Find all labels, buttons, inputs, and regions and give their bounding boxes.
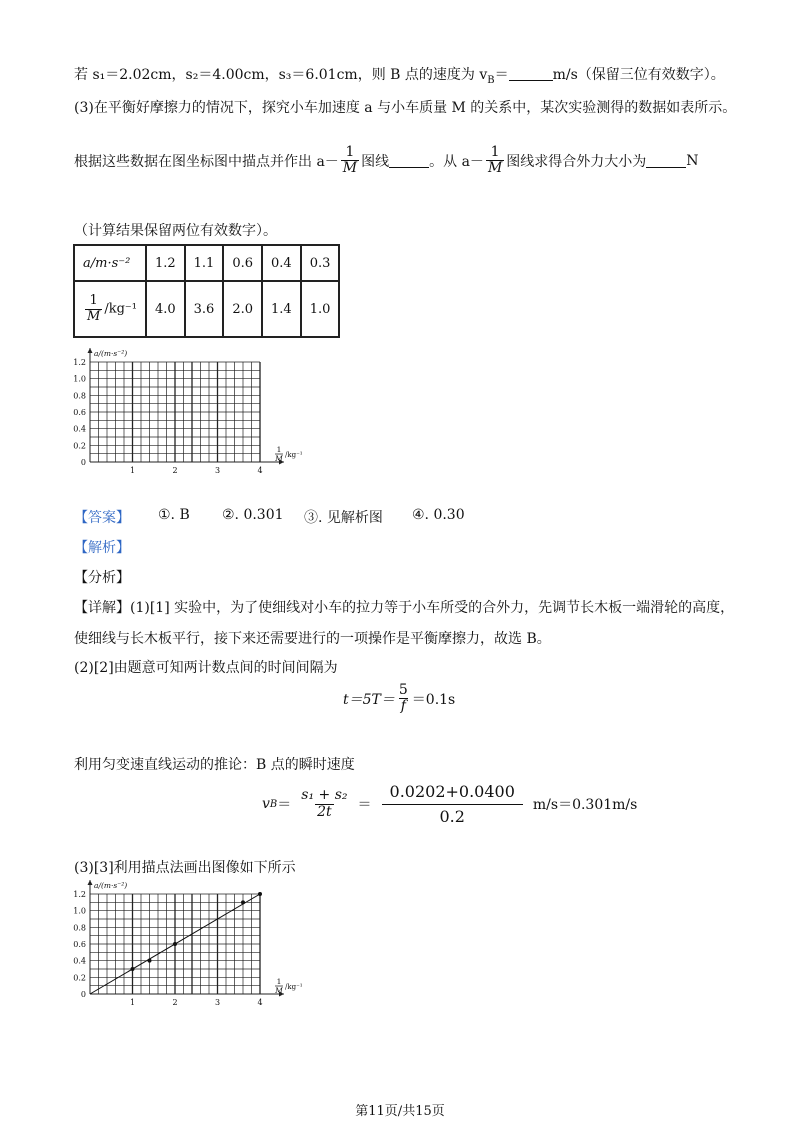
- line1-eq: ＝: [494, 67, 509, 83]
- equation-t: [343, 683, 455, 715]
- y-axis-label: a/(m·s⁻²): [94, 349, 128, 358]
- data-point: [131, 967, 135, 971]
- eq2-eq: ＝: [277, 797, 292, 814]
- data-table: [73, 244, 340, 338]
- detail-p1: (1)[1] 实验中，为了使细线对小车的拉力等于小车所受的合外力，先调节长木板一端滑轮的高度，: [130, 600, 735, 616]
- line3-p1: 根据这些数据在图坐标图中描点并作出 a－: [74, 153, 339, 170]
- table-cell: 4.0: [146, 281, 185, 337]
- question-3-line: (3)在平衡好摩擦力的情况下，探究小车加速度 a 与小车质量 M 的关系中，某次实验测得的数据如表所示。: [74, 100, 737, 116]
- answer-blank-graph[interactable]: [389, 153, 429, 168]
- y-tick-label: 1.2: [73, 890, 86, 899]
- page-footer: 第11页/共15页: [355, 1104, 445, 1119]
- answer-1: ①. B: [158, 507, 190, 523]
- table-cell: 2.0: [223, 281, 262, 337]
- table-cell: 1.2: [146, 245, 185, 281]
- y-tick-label: 1.2: [73, 358, 86, 367]
- table-row: [74, 281, 339, 337]
- frac-den: M: [342, 160, 358, 177]
- eq2-frac2-num: 0.0202+0.0400: [389, 782, 515, 801]
- y-tick-label: 0.4: [73, 424, 86, 434]
- table-cell: 0.3: [301, 245, 340, 281]
- eq1-lhs: t＝5T＝: [343, 691, 395, 708]
- table-frac-den: M: [87, 308, 101, 324]
- eq1-frac: [397, 683, 410, 715]
- part3-intro: (3)[3]利用描点法画出图像如下所示: [74, 860, 296, 876]
- eq2-rhs: m/s＝0.301m/s: [532, 797, 638, 814]
- y-tick-label: 0.6: [73, 940, 86, 949]
- data-point: [241, 900, 245, 904]
- table-cell: 0.4: [262, 245, 301, 281]
- x-tick-label: 3: [214, 998, 221, 1007]
- data-point: [258, 892, 262, 896]
- y-tick-label: 0.8: [73, 391, 86, 401]
- line3-p2: 图线: [361, 153, 390, 170]
- table-row: [74, 245, 339, 281]
- answer-4: ④. 0.30: [412, 507, 465, 523]
- y-axis-label: a/(m·s⁻²): [94, 881, 128, 890]
- y-tick-label: 0.2: [73, 441, 86, 451]
- table-header-a: a/m·s⁻²: [74, 245, 146, 281]
- x-axis-label-den: M: [275, 986, 283, 995]
- answer-blank-force[interactable]: [646, 153, 686, 168]
- part2-text: 利用匀变速直线运动的推论：B 点的瞬时速度: [74, 757, 355, 773]
- part2-intro: (2)[2]由题意可知两计数点间的时间间隔为: [74, 660, 338, 676]
- y-tick-label: 0.8: [73, 923, 86, 933]
- x-tick-label: 2: [172, 466, 178, 475]
- table-cell: 3.6: [185, 281, 224, 337]
- line3-p3: 。从 a－: [429, 153, 484, 170]
- table-header-inv-m: [74, 281, 146, 337]
- x-axis-label-unit: /kg⁻¹: [285, 451, 303, 459]
- one-over-m-fraction: [341, 145, 359, 177]
- eq2-frac1-num: s₁ + s₂: [301, 787, 348, 804]
- x-axis-label-unit: /kg⁻¹: [285, 983, 303, 991]
- x-tick-label: 3: [214, 466, 221, 475]
- y-tick-label: 0.6: [73, 408, 86, 417]
- x-axis-label-num: 1: [276, 445, 282, 454]
- detail-para-1: [74, 597, 734, 617]
- answer-label: 【答案】: [74, 510, 130, 526]
- x-tick-label: 1: [129, 466, 136, 475]
- table-cell: 0.6: [223, 245, 262, 281]
- y-tick-label: 1.0: [73, 374, 86, 384]
- x-tick-label: 2: [172, 998, 178, 1007]
- line1-sub: B: [487, 74, 495, 86]
- eq2-eq2: ＝: [357, 797, 372, 814]
- y-tick-label: 0.4: [73, 956, 86, 966]
- plot-instruction-line: [74, 145, 699, 177]
- answer-line: [74, 507, 465, 527]
- frac-num: 1: [345, 144, 355, 160]
- detail-label: 【详解】: [74, 600, 130, 616]
- y-tick-label: 0: [80, 990, 86, 999]
- rounding-note: （计算结果保留两位有效数字）。: [74, 223, 277, 239]
- answer-blank-vb[interactable]: [509, 66, 553, 81]
- answer-2: ②. 0.301: [222, 507, 284, 523]
- table-cell: 1.1: [185, 245, 224, 281]
- velocity-question-line: [74, 64, 725, 86]
- x-tick-label: 1: [129, 998, 136, 1007]
- eq1-den: f: [400, 698, 406, 715]
- line1-suffix: m/s（保留三位有效数字）。: [552, 67, 725, 83]
- y-axis-arrow: [88, 880, 93, 885]
- frac-den-2: M: [487, 160, 503, 177]
- eq2-frac2: [382, 783, 523, 825]
- data-point: [148, 959, 152, 963]
- x-tick-label: 4: [257, 466, 263, 475]
- line3-p5: N: [686, 152, 699, 169]
- eq2-sub: B: [269, 798, 278, 810]
- y-tick-label: 1.0: [73, 906, 86, 916]
- table-frac: [85, 294, 102, 324]
- eq2-lhs: v: [262, 796, 270, 813]
- plotted-line-chart: [60, 878, 320, 1024]
- table-frac-num: 1: [89, 293, 98, 309]
- eq2-frac1-den: 2t: [317, 803, 332, 820]
- table-cell: 1.4: [262, 281, 301, 337]
- detail-para-2: 使细线与长木板平行，接下来还需要进行的一项操作是平衡摩擦力，故选 B。: [74, 631, 551, 647]
- frac-num-2: 1: [490, 144, 500, 160]
- blank-grid-chart: [60, 346, 303, 492]
- line1-prefix: 若 s₁＝2.02cm，s₂＝4.00cm，s₃＝6.01cm，则 B 点的速度为 v: [74, 67, 488, 83]
- x-axis-label-num: 1: [276, 977, 282, 986]
- table-unit: /kg⁻¹: [104, 301, 137, 317]
- y-tick-label: 0: [80, 458, 86, 467]
- fenxi-label: 【分析】: [74, 570, 130, 586]
- eq2-frac2-den: 0.2: [382, 804, 523, 826]
- answer-3: ③. 见解析图: [304, 510, 383, 526]
- eq1-rhs: ＝0.1s: [411, 691, 456, 708]
- eq2-frac1: [299, 788, 349, 820]
- x-axis-label-den: M: [275, 454, 283, 463]
- equation-vb: [262, 783, 637, 825]
- table-cell: 1.0: [301, 281, 340, 337]
- x-tick-label: 4: [257, 998, 263, 1007]
- jiexi-label: 【解析】: [74, 540, 130, 556]
- one-over-m-fraction-2: [486, 145, 504, 177]
- line3-p4: 图线求得合外力大小为: [506, 153, 647, 170]
- y-axis-arrow: [88, 348, 93, 353]
- y-tick-label: 0.2: [73, 973, 86, 983]
- data-point: [173, 942, 177, 946]
- eq1-num: 5: [398, 682, 408, 698]
